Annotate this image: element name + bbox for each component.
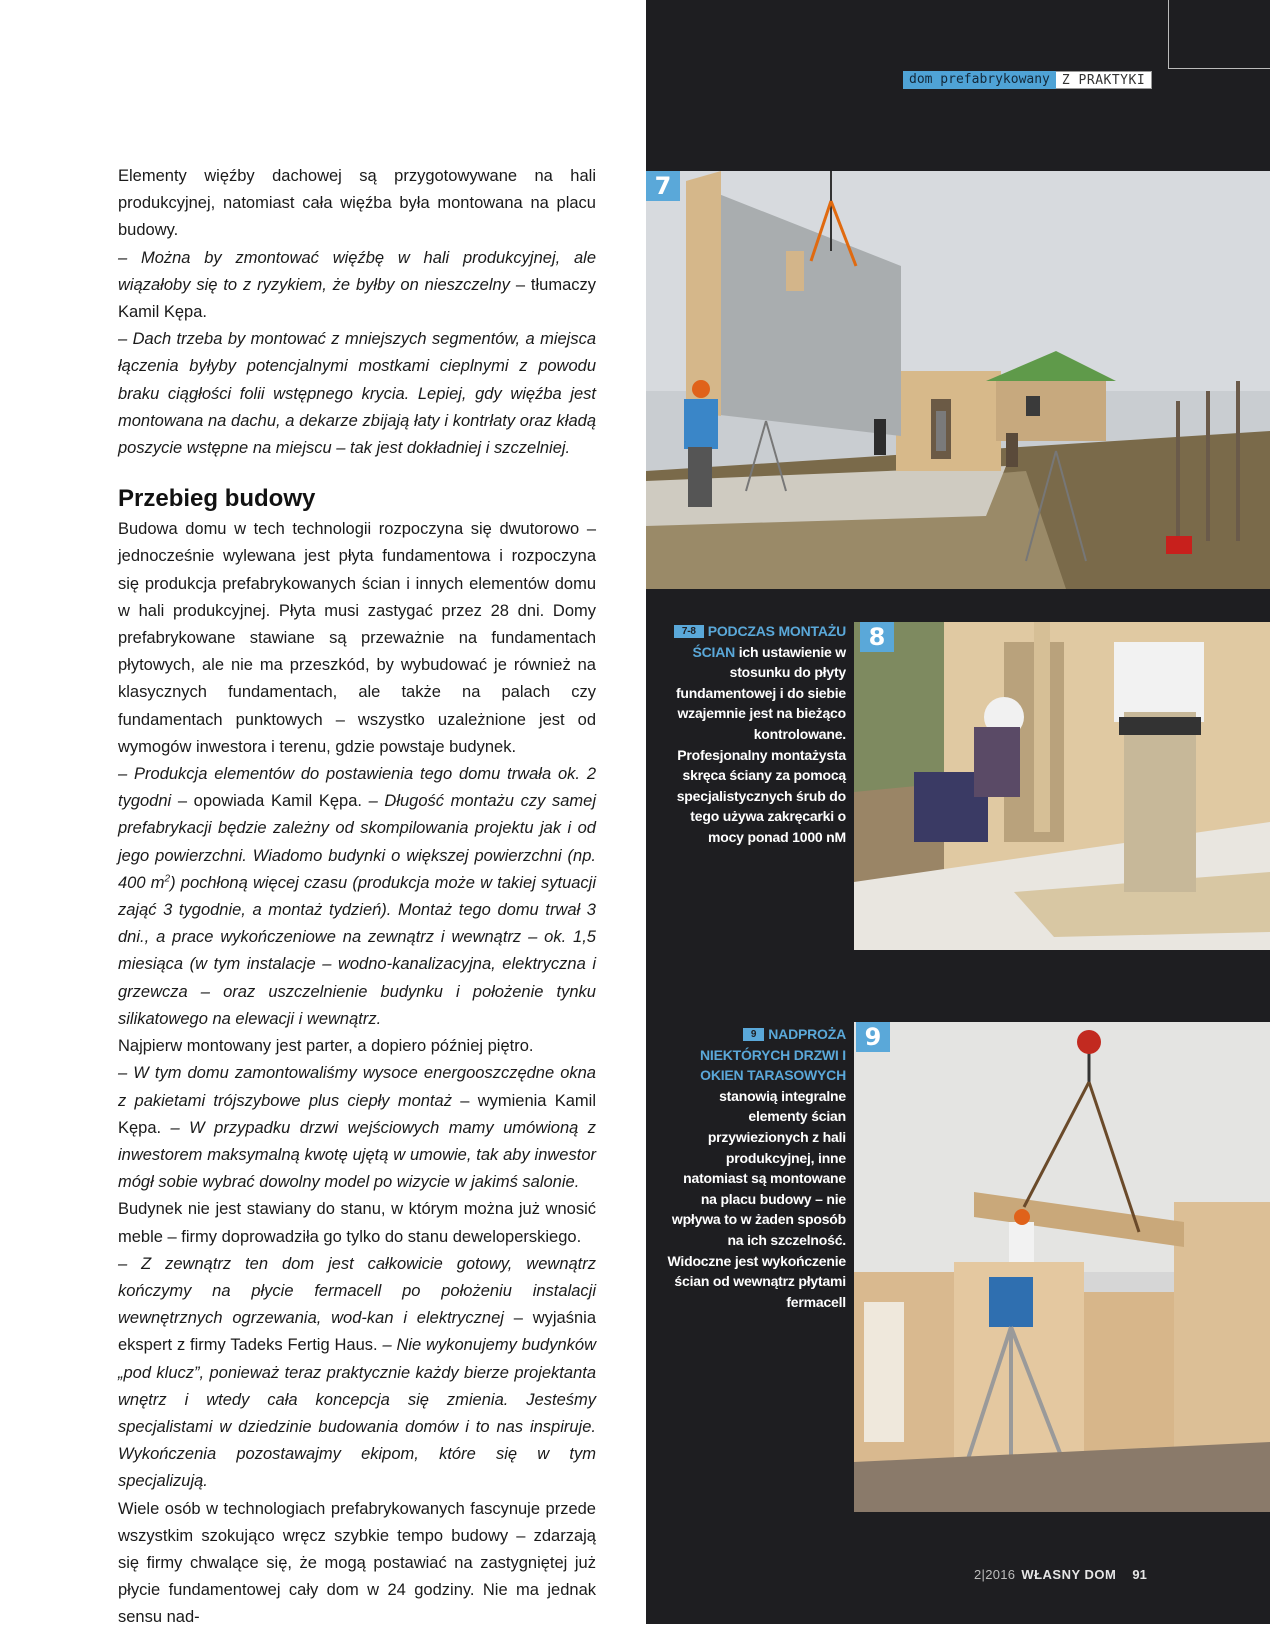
crop-mark [1168, 0, 1169, 68]
photo-number-9: 9 [856, 1022, 890, 1052]
section-tag [903, 71, 1152, 89]
paragraph: Budowa domu w tech technologii rozpoczyna się dwutorowo – jednocześnie wylewana jest płyta fundamentowa i rozpoczyna się produkcja prefabrykowanych ścian i innych elementów domu w hali produkcyjnej. Płyta musi zastygać przez 28 dni. Domy prefabrykowane stawiane są przeważnie na fundamentach płytowych, ale nie ma przeszkód, by wybudować je również na klasycznych fundamentach, ale także na palach czy fundamentach punktowych – wszystko uzależnione jest od wymogów inwestora i terenu, gdzie powstaje budynek. [118, 520, 596, 756]
photo-wall-assembly [854, 622, 1270, 950]
magazine-name: WŁASNY DOM [1021, 1567, 1117, 1582]
paragraph: – Z zewnątrz ten dom jest całkowicie gotowy, wewnątrz kończymy na płycie fermacell po położeniu instalacji wewnętrznych ogrzewania, wod-kan i elektrycznej – wyjaśnia ekspert z firmy Tadeks Fertig Haus. – Nie wykonujemy budynków „pod klucz”, ponieważ teraz praktycznie każdy bierze projektanta wnętrz i wtedy cała koncepcja się zmienia. Jesteśmy specjalistami w dziedzinie budowania domów i to nas inspiruje. Wykończenia pozostawajmy ekipom, które się w tym specjalizują. [118, 1254, 597, 1491]
page-footer [974, 1567, 1147, 1582]
paragraph: Budynek nie jest stawiany do stanu, w którym można już wnosić meble – firmy doprowadziła go tylko do stanu deweloperskiego. [118, 1200, 596, 1246]
photo-lintel-lift [854, 1022, 1270, 1512]
section-heading: Przebieg budowy [118, 485, 316, 513]
paragraph: – W tym domu zamontowaliśmy wysoce energooszczędne okna z pakietami trójszybowe plus ciepły montaż – wymienia Kamil Kępa. – W przypadku drzwi wejściowych mamy umówioną z inwestorem maksymalną kwotę ujętą w umowie, tak aby inwestor mógł sobie wybrać dowolny model po wizycie w jakimś salonie. [118, 1064, 596, 1192]
section-category: Z PRAKTYKI [1056, 71, 1152, 89]
paragraph: – Dach trzeba by montować z mniejszych segmentów, a miejsca łączenia byłyby potencjalnymi mostkami cieplnymi z powodu braku ciągłości folii wstępnego krycia. Lepiej, gdy więźba jest montowana na dachu, a dekarze zbijają łaty i kontrłaty oraz kładą poszycie wstępne na miejscu – tak jest dokładniej i szczelniej. [118, 330, 596, 458]
paragraph: – Produkcja elementów do postawienia tego domu trwała ok. 2 tygodni – opowiada Kamil Kępa. – Długość montażu czy samej prefabrykacji będzie zależny od skompilowania projektu jak i od jego powierzchni. Wiadomo budynki o większej powierzchni (np. 400 $m^2$) pochłoną więcej czasu (produkcja może w takiej sytuacji zająć 3 tygodnie, a montaż tydzień). Montaż tego domu trwał 3 dni., a prace wykończeniowe na zewnątrz i wewnątrz – ok. 1,5 miesiąca (w tym instalacje – wodno-kanalizacyjna, elektryczna i grzewcza – oraz uszczelnienie budynku i położenie tynku silikatowego na elewacji i wewnątrz. [118, 765, 597, 1028]
caption-heading: NADPROŻA NIEKTÓRYCH DRZWI I OKIEN TARASOWYCH [700, 1026, 846, 1084]
page-number: 91 [1132, 1567, 1147, 1582]
paragraph: Elementy więźby dachowej są przygotowywane na hali produkcyjnej, natomiast cała więźba była montowana na placu budowy. [118, 167, 596, 240]
photo-9-illustration [854, 1022, 1270, 1512]
caption-badge: 9 [743, 1028, 764, 1041]
caption-text: ich ustawienie w stosunku do płyty fundamentowej i do siebie wzajemnie jest na bieżąco kontrolowane. Profesjonalny montażysta skręca ściany za pomocą specjalistycznych śrub do tego używa zakręcarki o mocy ponad 1000 nM [675, 643, 846, 845]
photo-wall-crane-lift [646, 171, 1270, 589]
caption-text: stanowią integralne elementy ścian przywiezionych z hali produkcyjnej, inne natomiast są montowane na placu budowy – nie wpływa to w żaden sposób na ich szczelność. Widoczne jest wykończenie ścian od wewnątrz płytami fermacell [667, 1087, 846, 1310]
section-topic: dom prefabrykowany [903, 71, 1056, 89]
caption-photos-7-8 [666, 621, 846, 848]
photo-number-8: 8 [860, 622, 894, 652]
photo-7-illustration [646, 171, 1270, 589]
caption-heading: PODCZAS MONTAŻU ŚCIAN [692, 623, 846, 660]
caption-badge: 7-8 [674, 625, 704, 638]
paragraph: Wiele osób w technologiach prefabrykowanych fascynuje przede wszystkim szokująco wręcz szybkie tempo budowy – zdarzają się firmy chwalące się, że mogą postawiać na zastygniętej już płycie fundamentowej cały dom w 24 godziny. Nie ma jednak sensu nad- [118, 1499, 596, 1627]
issue-number: 2|2016 [974, 1567, 1016, 1582]
crop-mark [1168, 68, 1270, 69]
paragraph: – Można by zmontować więźbę w hali produkcyjnej, ale wiązałoby się to z ryzykiem, że byłby on nieszczelny – tłumaczy Kamil Kępa. [118, 248, 596, 322]
paragraph: Najpierw montowany jest parter, a dopiero później piętro. [118, 1037, 534, 1056]
photo-number-7: 7 [646, 171, 680, 201]
caption-photo-9 [666, 1024, 846, 1312]
photo-8-illustration [854, 622, 1270, 950]
article-body [118, 163, 596, 1632]
